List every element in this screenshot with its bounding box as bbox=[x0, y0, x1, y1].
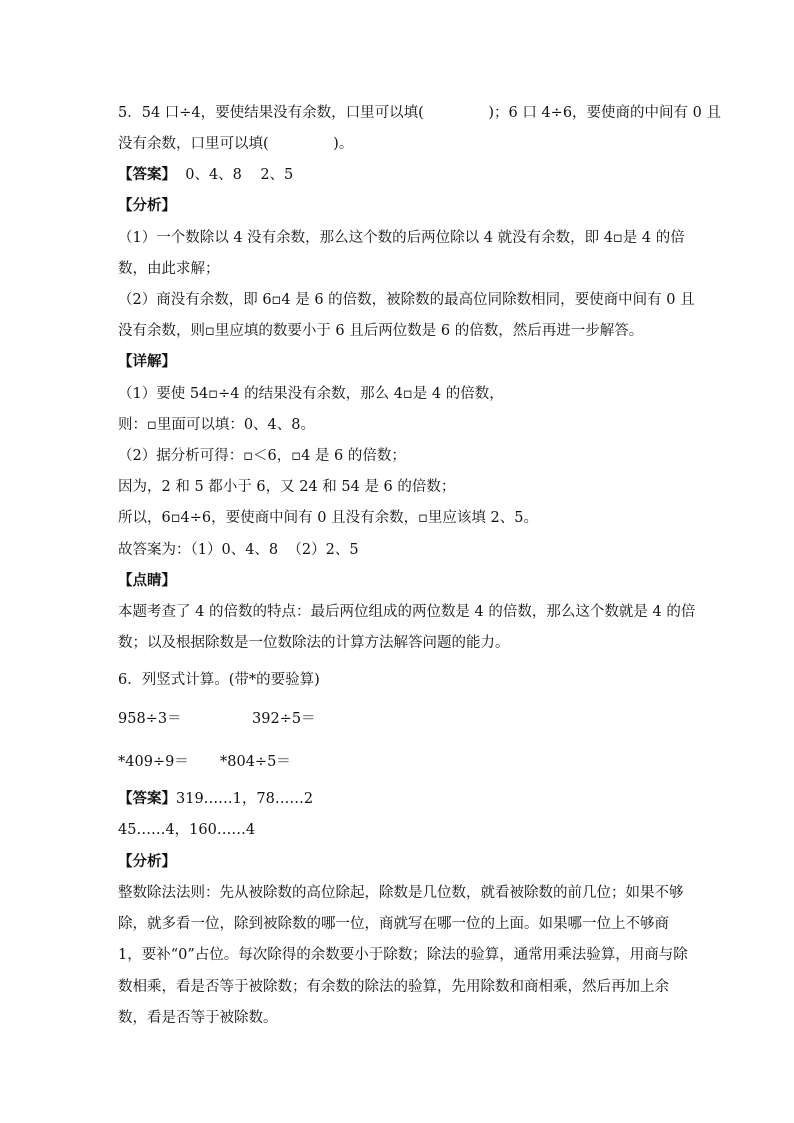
q5-answer-line bbox=[118, 165, 293, 185]
q6-analysis-line: 除，就多看一位，除到被除数的哪一位，商就写在哪一位的上面。如果哪一位上不够商 bbox=[118, 916, 669, 932]
q5-detail-line: 所以，6▫4÷6，要使商中间有 0 且没有余数，▫里应该填 2、5。 bbox=[118, 510, 538, 526]
q5-final-answer: 故答案为：（1）0、4、8 （2）2、5 bbox=[118, 542, 359, 558]
q5-analysis-line: 没有余数，则▫里应填的数要小于 6 且后两位数是 6 的倍数，然后再进一步解答。 bbox=[118, 323, 644, 339]
q5-comment-line: 本题考查了 4 的倍数的特点：最后两位组成的两位数是 4 的倍数，那么这个数就是 4 的倍 bbox=[118, 604, 696, 620]
q5-question-line-2: 没有余数，口里可以填( )。 bbox=[118, 136, 354, 152]
answer-label: 【答案】 bbox=[118, 791, 176, 807]
q6-analysis-line: 1，要补“0”占位。每次除得的余数要小于除数；除法的验算，通常用乘法验算，用商与除 bbox=[118, 947, 688, 963]
q6-answer-text: 319……1，78……2 bbox=[176, 791, 314, 807]
q6-analysis-line: 数相乘，看是否等于被除数；有余数的除法的验算，先用除数和商相乘，然后再加上余 bbox=[118, 979, 669, 995]
q5-answer-text: 0、4、8 2、5 bbox=[176, 167, 294, 183]
q6-problem: *409÷9＝ bbox=[118, 754, 189, 770]
q6-analysis-line: 数，看是否等于被除数。 bbox=[118, 1010, 278, 1026]
q5-detail-line: 则：▫里面可以填：0、4、8。 bbox=[118, 417, 316, 433]
analysis-label: 【分析】 bbox=[118, 854, 176, 870]
q6-title: 6．列竖式计算。(带*的要验算) bbox=[118, 672, 320, 688]
q5-detail-line: 因为，2 和 5 都小于 6，又 24 和 54 是 6 的倍数； bbox=[118, 479, 456, 495]
comment-label: 【点睛】 bbox=[118, 573, 176, 589]
q5-analysis-line: （2）商没有余数，即 6▫4 是 6 的倍数，被除数的最高位同除数相同，要使商中间有 0 且 bbox=[118, 292, 695, 308]
q5-question-line-1: 5．54 口÷4，要使结果没有余数，口里可以填( )；6 口 4÷6，要使商的中间有 0 且 bbox=[118, 105, 721, 121]
analysis-label: 【分析】 bbox=[118, 198, 176, 214]
q6-problem: 958÷3＝ bbox=[118, 711, 182, 727]
q5-detail-line: （1）要使 54▫÷4 的结果没有余数，那么 4▫是 4 的倍数， bbox=[118, 386, 504, 402]
q5-analysis-line: 数，由此求解； bbox=[118, 261, 220, 277]
q5-comment-line: 数；以及根据除数是一位数除法的计算方法解答问题的能力。 bbox=[118, 635, 510, 651]
detail-label: 【详解】 bbox=[118, 354, 176, 370]
q5-detail-line: （2）据分析可得：▫＜6，▫4 是 6 的倍数； bbox=[118, 448, 406, 464]
q6-answer-line-2: 45……4，160……4 bbox=[118, 822, 256, 838]
q6-answer-line bbox=[118, 789, 313, 809]
q6-problem: 392÷5＝ bbox=[252, 711, 316, 727]
q5-analysis-line: （1）一个数除以 4 没有余数，那么这个数的后两位除以 4 就没有余数，即 4▫是 4 的倍 bbox=[118, 230, 685, 246]
q6-analysis-line: 整数除法法则：先从被除数的高位除起，除数是几位数，就看被除数的前几位；如果不够 bbox=[118, 885, 684, 901]
q6-problem: *804÷5＝ bbox=[220, 754, 291, 770]
answer-label: 【答案】 bbox=[118, 167, 176, 183]
